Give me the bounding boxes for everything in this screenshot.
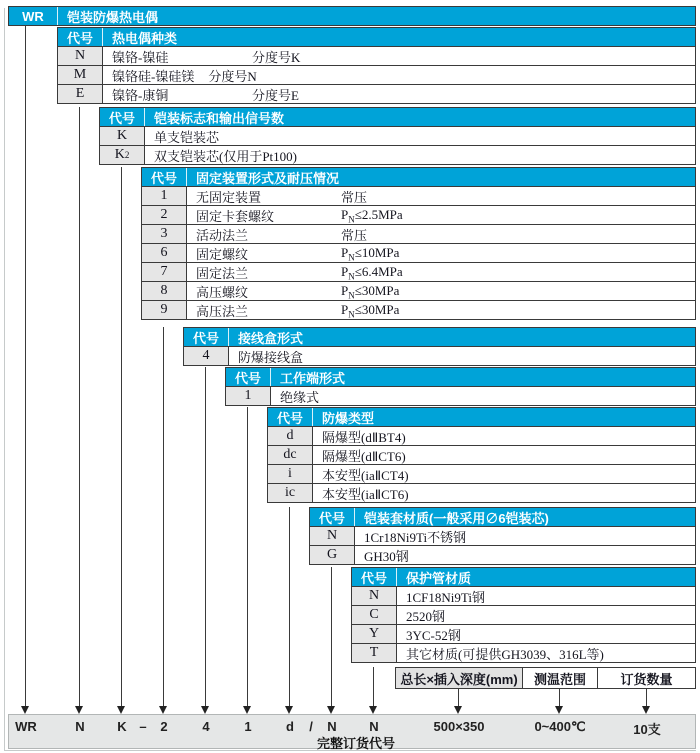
code-header-cell: 代号 bbox=[352, 568, 397, 586]
order-part: WR bbox=[15, 719, 37, 734]
table-row bbox=[57, 84, 696, 104]
row-label: GH30钢 bbox=[364, 548, 409, 564]
code-cell: N bbox=[352, 587, 397, 605]
table-row bbox=[267, 445, 696, 465]
row-label: 高压法兰 bbox=[196, 303, 249, 319]
table-row bbox=[309, 526, 696, 546]
section-title: 铠装套材质(一般采用∅6铠装芯) bbox=[364, 510, 549, 526]
section-title: 铠装标志和输出信号数 bbox=[154, 110, 285, 126]
arrow-down-icon bbox=[555, 706, 563, 714]
label-cell bbox=[313, 484, 695, 502]
section-header-row bbox=[141, 167, 696, 187]
table-thermocouple-type bbox=[57, 27, 696, 104]
order-part: N bbox=[75, 719, 85, 734]
row-label: 1CF18Ni9Ti钢 bbox=[406, 589, 485, 605]
row-code: K bbox=[114, 147, 125, 162]
arrow-down-icon bbox=[117, 706, 125, 714]
order-part: 2 bbox=[160, 719, 168, 734]
connector-line bbox=[331, 567, 332, 706]
page-frame-left bbox=[4, 8, 5, 750]
table-row bbox=[141, 243, 696, 263]
row-label: 固定法兰 bbox=[196, 265, 249, 281]
label-cell bbox=[313, 427, 695, 445]
table-sheath-mark bbox=[99, 107, 696, 165]
section-title: 防爆类型 bbox=[322, 410, 375, 426]
row-label: 单支铠装芯 bbox=[154, 129, 220, 145]
order-part: N bbox=[327, 719, 337, 734]
row-label: 隔爆型(dⅡBT4) bbox=[322, 429, 406, 445]
section-header-row bbox=[267, 407, 696, 427]
order-caption: 完整订货代号 bbox=[317, 736, 396, 751]
code-cell: 8 bbox=[142, 282, 187, 300]
row-value: 分度号N bbox=[208, 68, 257, 84]
row-value: $P_N\le 2.5MPa$ bbox=[341, 207, 403, 224]
table-row bbox=[99, 145, 696, 165]
table-row bbox=[351, 586, 696, 606]
arrow-down-icon bbox=[243, 706, 251, 714]
order-part: N bbox=[369, 719, 379, 734]
spec-header-quantity: 订货数量 bbox=[597, 667, 696, 689]
code-cell: G bbox=[310, 546, 355, 564]
code-header-cell: 代号 bbox=[100, 108, 145, 126]
label-cell bbox=[145, 127, 695, 145]
spec-header-length: 总长×插入深度(mm) bbox=[395, 667, 523, 689]
row-label: 2520钢 bbox=[406, 608, 446, 624]
row-value: $P_N\le 30MPa$ bbox=[341, 302, 400, 319]
arrow-down-icon bbox=[21, 706, 29, 714]
code-cell: N bbox=[310, 527, 355, 545]
code-cell: M bbox=[58, 66, 103, 84]
row-label: 防爆接线盒 bbox=[238, 349, 304, 365]
table-row bbox=[351, 643, 696, 663]
row-label: 双支铠装芯(仅用于Pt100) bbox=[154, 148, 298, 164]
label-cell bbox=[145, 146, 695, 164]
connector-line bbox=[559, 689, 560, 706]
label-cell bbox=[187, 225, 695, 243]
label-cell bbox=[313, 446, 695, 464]
table-row bbox=[267, 483, 696, 503]
section-title: 热电偶种类 bbox=[112, 30, 178, 46]
connector-line bbox=[121, 167, 122, 706]
order-part: 4 bbox=[202, 719, 210, 734]
code-cell: N bbox=[58, 47, 103, 65]
code-cell: K bbox=[100, 127, 145, 145]
label-cell bbox=[187, 282, 695, 300]
row-label: 镍铬硅-镍硅镁 bbox=[112, 68, 195, 84]
row-value: $P_N\le 10MPa$ bbox=[341, 245, 400, 262]
code-cell: T bbox=[352, 644, 397, 662]
section-header-row bbox=[225, 367, 696, 387]
connector-line bbox=[79, 107, 80, 706]
table-working-end bbox=[225, 367, 696, 406]
order-part: 500×350 bbox=[433, 719, 485, 734]
label-cell bbox=[397, 606, 695, 624]
code-cell: 1 bbox=[142, 187, 187, 205]
order-part: d bbox=[286, 719, 294, 734]
row-value: $P_N\le 6.4MPa$ bbox=[341, 264, 403, 281]
arrow-down-icon bbox=[75, 706, 83, 714]
table-row bbox=[141, 205, 696, 225]
code-header-cell: 代号 bbox=[310, 508, 355, 526]
row-value: 常压 bbox=[341, 189, 368, 205]
arrow-down-icon bbox=[642, 706, 650, 714]
label-cell bbox=[187, 263, 695, 281]
spec-header-temp-range: 测温范围 bbox=[522, 667, 598, 689]
code-cell: 3 bbox=[142, 225, 187, 243]
row-label: 高压螺纹 bbox=[196, 284, 249, 300]
table-row bbox=[141, 281, 696, 301]
label-cell bbox=[187, 301, 695, 319]
table-explosion-proof-type bbox=[267, 407, 696, 503]
table-row bbox=[57, 46, 696, 66]
section-header-row bbox=[57, 27, 696, 47]
code-cell: 2 bbox=[142, 206, 187, 224]
row-label: 其它材质(可提供GH3039、316L等) bbox=[406, 646, 604, 662]
label-cell bbox=[187, 206, 695, 224]
code-cell: 9 bbox=[142, 301, 187, 319]
table-row bbox=[309, 545, 696, 565]
code-cell: E bbox=[58, 85, 103, 103]
label-cell bbox=[271, 387, 695, 405]
row-value: 分度号E bbox=[252, 87, 299, 103]
arrow-down-icon bbox=[285, 706, 293, 714]
order-part: 10支 bbox=[633, 722, 661, 737]
code-header-cell: 代号 bbox=[268, 408, 313, 426]
connector-line bbox=[373, 667, 374, 706]
section-title: 接线盒形式 bbox=[238, 330, 304, 346]
code-cell: d bbox=[268, 427, 313, 445]
connector-line bbox=[163, 327, 164, 706]
row-label: 无固定装置 bbox=[196, 189, 262, 205]
row-value: $P_N\le 30MPa$ bbox=[341, 283, 400, 300]
table-row bbox=[57, 65, 696, 85]
table-mounting-device bbox=[141, 167, 696, 320]
code-header-cell: 代号 bbox=[184, 328, 229, 346]
root-header-row bbox=[8, 6, 696, 26]
code-cell: Y bbox=[352, 625, 397, 643]
connector-line bbox=[289, 507, 290, 706]
section-title: 保护管材质 bbox=[406, 570, 472, 586]
arrow-down-icon bbox=[454, 706, 462, 714]
row-label: 固定螺纹 bbox=[196, 246, 249, 262]
code-cell: 6 bbox=[142, 244, 187, 262]
section-header-row bbox=[183, 327, 696, 347]
row-label: 本安型(iaⅡCT6) bbox=[322, 486, 409, 502]
label-cell bbox=[397, 587, 695, 605]
label-cell bbox=[355, 527, 695, 545]
code-cell: K 2 bbox=[100, 146, 145, 164]
label-cell bbox=[103, 66, 695, 84]
code-cell: ic bbox=[268, 484, 313, 502]
label-cell bbox=[397, 625, 695, 643]
arrow-down-icon bbox=[159, 706, 167, 714]
table-row bbox=[99, 126, 696, 146]
root-title: 铠装防爆热电偶 bbox=[67, 9, 159, 25]
row-label: 3YC-52钢 bbox=[406, 627, 461, 643]
order-part: K bbox=[117, 719, 127, 734]
table-row bbox=[351, 605, 696, 625]
row-label: 固定卡套螺纹 bbox=[196, 208, 275, 224]
label-cell bbox=[187, 244, 695, 262]
label-cell bbox=[187, 187, 695, 205]
table-row bbox=[183, 346, 696, 366]
section-header-row bbox=[351, 567, 696, 587]
section-title: 固定装置形式及耐压情况 bbox=[196, 170, 340, 186]
connector-line bbox=[247, 407, 248, 706]
table-row bbox=[267, 426, 696, 446]
code-cell: dc bbox=[268, 446, 313, 464]
order-separator: / bbox=[309, 719, 313, 734]
arrow-down-icon bbox=[369, 706, 377, 714]
section-header-row bbox=[99, 107, 696, 127]
table-row bbox=[141, 224, 696, 244]
table-row bbox=[225, 386, 696, 406]
section-title: 工作端形式 bbox=[280, 370, 346, 386]
arrow-down-icon bbox=[327, 706, 335, 714]
row-label: 本安型(iaⅡCT4) bbox=[322, 467, 409, 483]
connector-line bbox=[205, 367, 206, 706]
code-cell: i bbox=[268, 465, 313, 483]
order-part: 1 bbox=[244, 719, 252, 734]
order-code-band bbox=[8, 714, 696, 749]
code-cell: 1 bbox=[226, 387, 271, 405]
code-cell: 7 bbox=[142, 263, 187, 281]
label-cell bbox=[313, 465, 695, 483]
table-row bbox=[351, 624, 696, 644]
code-header-cell: 代号 bbox=[142, 168, 187, 186]
connector-line bbox=[646, 689, 647, 706]
label-cell bbox=[103, 47, 695, 65]
row-label: 隔爆型(dⅡCT6) bbox=[322, 448, 406, 464]
table-sheath-material bbox=[309, 507, 696, 565]
code-cell: C bbox=[352, 606, 397, 624]
label-cell bbox=[229, 347, 695, 365]
order-part: 0~400℃ bbox=[534, 719, 586, 734]
table-protection-tube-material bbox=[351, 567, 696, 663]
table-root bbox=[8, 6, 696, 26]
table-row bbox=[141, 262, 696, 282]
order-separator: – bbox=[139, 719, 147, 734]
table-row bbox=[141, 186, 696, 206]
connector-line bbox=[458, 689, 459, 706]
row-value: 常压 bbox=[341, 227, 368, 243]
root-code: WR bbox=[9, 7, 58, 25]
row-value: 分度号K bbox=[252, 49, 301, 65]
arrow-down-icon bbox=[201, 706, 209, 714]
row-label: 镍铬-镍硅 bbox=[112, 49, 169, 65]
code-cell: 4 bbox=[184, 347, 229, 365]
row-label: 1Cr18Ni9Ti不锈钢 bbox=[364, 529, 467, 545]
row-label: 镍铬-康铜 bbox=[112, 87, 169, 103]
code-header-cell: 代号 bbox=[226, 368, 271, 386]
table-row bbox=[141, 300, 696, 320]
connector-line bbox=[25, 26, 26, 706]
row-label: 活动法兰 bbox=[196, 227, 249, 243]
table-junction-box bbox=[183, 327, 696, 366]
row-label: 绝缘式 bbox=[280, 389, 320, 405]
code-header-cell: 代号 bbox=[58, 28, 103, 46]
label-cell bbox=[103, 85, 695, 103]
section-header-row bbox=[309, 507, 696, 527]
table-row bbox=[267, 464, 696, 484]
label-cell bbox=[355, 546, 695, 564]
label-cell bbox=[397, 644, 695, 662]
